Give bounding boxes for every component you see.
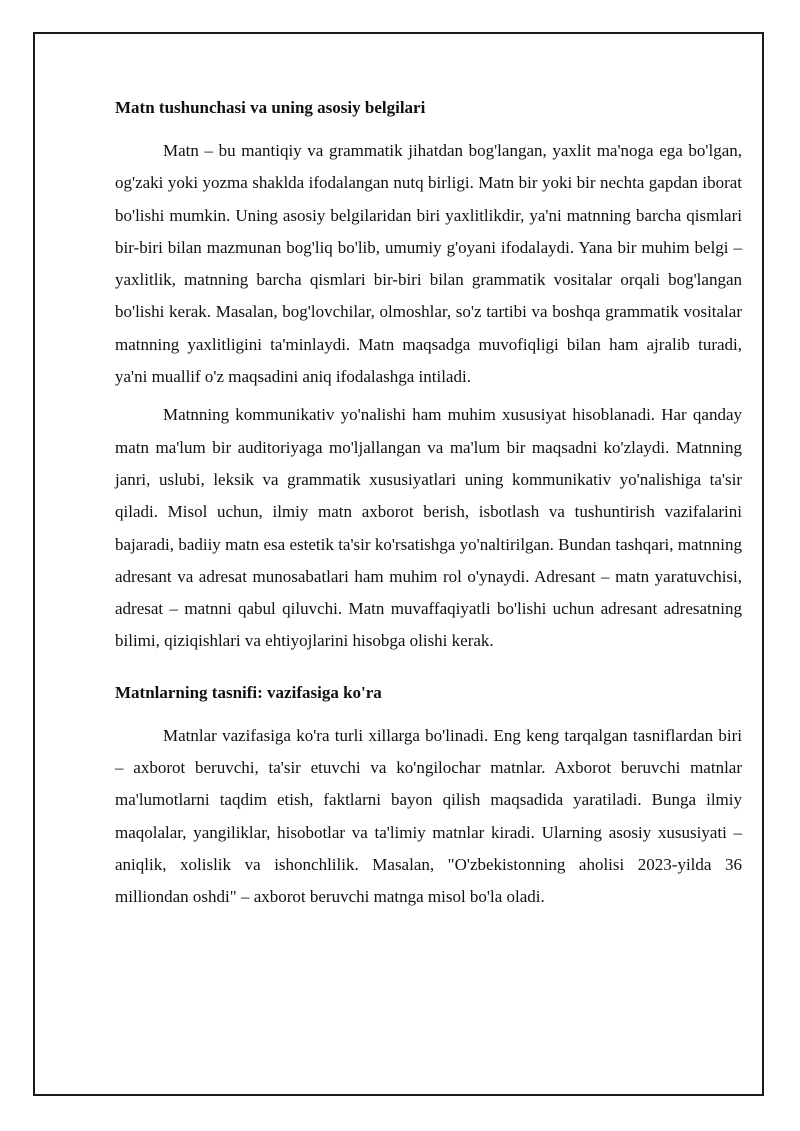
paragraph-3: Matnlar vazifasiga ko'ra turli xillarga bo'linadi. Eng keng tarqalgan tasniflardan biri – axborot beruvchi, ta'sir etuvchi va ko'ngilochar matnlar. Axborot beruvchi matnlar ma'lumotlarni taqdim etish, faktlarni bayon qilish maqsadida yaratiladi. Bunga ilmiy maqolalar, yangiliklar, hisobotlar va ta'limiy matnlar kiradi. Ularning asosiy xususiyati – aniqlik, xolislik va ishonchlilik. Masalan, "O'zbekistonning aholisi 2023-yilda 36 milliondan oshdi" – axborot beruvchi matnga misol bo'la oladi. — [115, 725, 742, 907]
section-heading-matnlarning-tasnifi: Matnlarning tasnifi: vazifasiga ko'ra — [115, 682, 382, 702]
document-body — [115, 97, 742, 920]
section-heading-matn-tushunchasi: Matn tushunchasi va uning asosiy belgilari — [115, 98, 426, 117]
paragraph-1: Matn – bu mantiqiy va grammatik jihatdan bog'langan, yaxlit ma'noga ega bo'lgan, og'zaki yoki yozma shaklda ifodalangan nutq birligi. Matn bir yoki bir nechta gapdan iborat bo'lishi mumkin. Uning asosiy belgilaridan biri yaxlitlikdir, ya'ni matnning barcha qismlari bir-biri bilan mazmunan bog'liq bo'lib, umumiy g'oyani ifodalaydi. Yana bir muhim belgi – yaxlitlik, matnning barcha qismlari bir-biri bilan grammatik vositalar orqali bog'langan bo'lishi kerak. Masalan, bog'lovchilar, olmoshlar, so'z tartibi va boshqa grammatik vositalar matnning yaxlitligini ta'minlaydi. Matn maqsadga muvofiqligi bilan ham ajralib turadi, ya'ni muallif o'z maqsadini aniq ifodalashga intiladi. — [115, 141, 742, 387]
paragraph-2: Matnning kommunikativ yo'nalishi ham muhim xususiyat hisoblanadi. Har qanday matn ma'lum bir auditoriyaga mo'ljallangan va ma'lum bir maqsadni ko'zlaydi. Matnning janri, uslubi, leksik va grammatik xususiyatlari uning kommunikativ yo'nalishiga ta'sir qiladi. Misol uchun, ilmiy matn axborot berish, isbotlash va tushuntirish vazifalarini bajaradi, badiiy matn esa estetik ta'sir ko'rsatishga yo'naltirilgan. Bundan tashqari, matnning adresant va adresat munosabatlari ham muhim rol o'ynaydi. Adresant – matn yaratuvchisi, adresat – matnni qabul qiluvchi. Matn muvaffaqiyatli bo'lishi uchun adresant adresatning bilimi, qiziqishlari va ehtiyojlarini hisobga olishi kerak. — [115, 405, 742, 651]
